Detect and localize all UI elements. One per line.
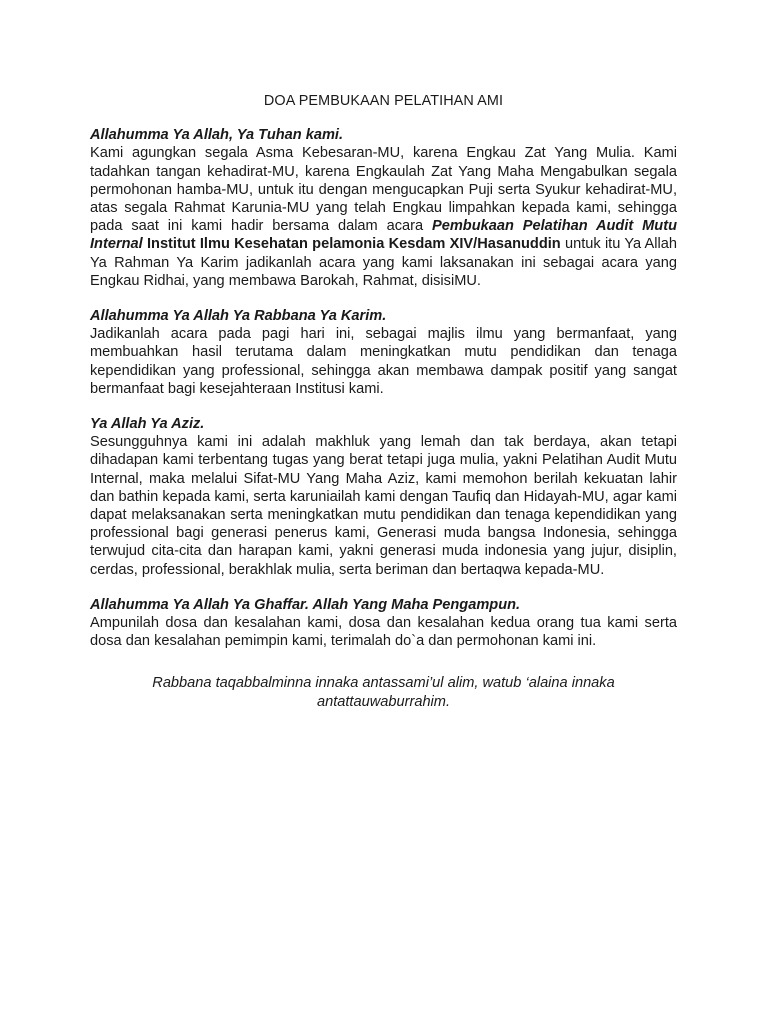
prayer-section-1 (90, 126, 677, 290)
prayer-section-4 (90, 596, 677, 651)
section-heading: Allahumma Ya Allah Ya Ghaffar. Allah Yang Maha Pengampun. (90, 596, 521, 613)
body-text: Kami agungkan segala Asma Kebesaran-MU, karena Engkau Zat Yang Mulia. Kami tadahkan tangan kehadirat-MU, karena Engkaulah Zat Yang Maha Mengabulkan segala permohonan hamba-MU, untuk itu dengan mengucapkan Puji serta Syukur kehadirat-MU, atas segala Rahmat Karunia-MU yang telah Engkau limpahkan kepada kami, sehingga pada saat ini kami hadir bersama dalam acara (90, 145, 677, 235)
body-text: untuk itu Ya Allah Ya Rahman Ya Karim jadikanlah acara yang kami laksanakan ini sebagai acara yang Engkau Ridhai, yang membawa Barokah, Rahmat, disisiMU. (90, 236, 678, 289)
section-body: Ampunilah dosa dan kesalahan kami, dosa dan kesalahan kedua orang tua kami serta dosa dan kesalahan pemimpin kami, terimalah do`a dan permohonan kami ini. (90, 615, 677, 650)
document-page (90, 92, 677, 725)
prayer-section-2 (90, 307, 677, 398)
institution-name-emphasis: Institut Ilmu Kesehatan pelamonia Kesdam XIV/Hasanuddin (142, 236, 561, 253)
section-heading: Allahumma Ya Allah Ya Rabbana Ya Karim. (90, 308, 387, 325)
section-heading: Allahumma Ya Allah, Ya Tuhan kami. (90, 127, 344, 144)
section-body: Sesungguhnya kami ini adalah makhluk yang lemah dan tak berdaya, akan tetapi dihadapan kami terbentang tugas yang berat tetapi juga mulia, yakni Pelatihan Audit Mutu Internal, maka melalui Sifat-MU Yang Maha Aziz, kami memohon berilah kekuatan lahir dan bathin kepada kami, serta karuniailah kami dengan Taufiq dan Hidayah-MU, agar kami dapat melaksanakan serta meningkatkan mutu pendidikan dan tenaga kependidikan yang professional bagi generasi penerus kami, Generasi muda bangsa Indonesia, sehingga terwujud cita-cita dan harapan kami, yakni generasi muda indonesia yang jujur, disiplin, cerdas, professional, berakhlak mulia, serta beriman dan bertaqwa kepada-MU. (90, 434, 677, 578)
section-body: Jadikanlah acara pada pagi hari ini, sebagai majlis ilmu yang bermanfaat, yang membuahkan hasil terutama dalam meningkatkan mutu pendidikan dan tenaga kependidikan yang professional, sehingga akan membawa dampak positif yang sangat bermanfaat bagi kesejahteraan Institusi kami. (90, 326, 677, 397)
closing-prayer: Rabbana taqabbalminna innaka antassami’ul alim, watub ‘alaina innaka antattauwaburrahim. (152, 675, 615, 710)
document-title: DOA PEMBUKAAN PELATIHAN AMI (263, 93, 504, 109)
event-name-emphasis: Pembukaan Pelatihan Audit Mutu Internal (90, 218, 677, 253)
section-body (90, 144, 677, 290)
prayer-section-3 (90, 415, 677, 579)
section-heading: Ya Allah Ya Aziz. (90, 416, 205, 433)
